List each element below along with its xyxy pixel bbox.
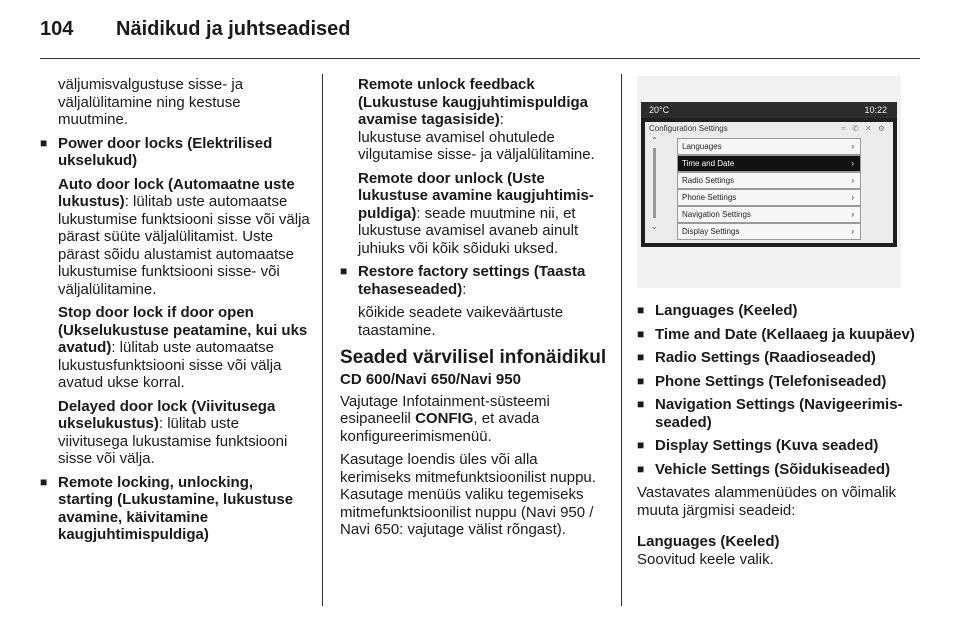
settings-item-languages: [677, 138, 861, 155]
text-stop-door-lock: : lülitab uste automaatse lukustusfunktsiooni sisse või välja avatud ukse korral.: [58, 339, 282, 391]
config-panel-title: Configuration Settings: [649, 124, 728, 133]
paragraph-scroll: Kasutage loendis üles või alla kerimiseks mitmefunktsioonilist nuppu. Kasutage menüüs valiku tegemiseks mitmefunktsioonilist nuppu (Navi 950 / Navi 650: vajutage välist rõngast).: [340, 451, 596, 538]
term-stop-door-lock: Stop door lock if door open (Ukselukustuse peatamine, kui uks avatud): [58, 304, 308, 356]
term-auto-door-lock: Auto door lock (Automaatne uste lukustus): [58, 175, 295, 210]
term-remote-unlock-feedback: Remote unlock feedback (Lukustuse kaugjuhtimispuldiga avamise tagasiside): [358, 76, 589, 128]
column-3: [637, 302, 919, 574]
colon: :: [462, 280, 467, 298]
bullet-languages: ■ Languages (Keeled): [637, 302, 919, 320]
section-subheading: CD 600/Navi 650/Navi 950: [340, 371, 521, 388]
page-title: Näidikud ja juhtseadised: [116, 18, 351, 40]
paragraph-config: [340, 393, 608, 446]
column-1: [40, 76, 310, 550]
chevron-right-icon: ›: [851, 159, 854, 168]
term-delayed-door-lock: Delayed door lock (Viivitusega ukselukustus): [58, 397, 276, 432]
scroll-up-icon: ⌃: [651, 136, 658, 145]
chevron-right-icon: ›: [851, 210, 854, 219]
text-auto-door-lock: : lülitab uste automaatse lukustumise funktsiooni sisse või välja pärast süüte väljalülitamist. Uste pärast sõidu alustamist automaatse lukustumise funktsiooni sisse- või väljalülitamine.: [58, 193, 310, 298]
term-restore-factory: Restore factory settings (Taasta tehaseseaded): [358, 263, 586, 298]
term-languages: Languages (Keeled): [637, 533, 780, 550]
paragraph-continued: väljumisvalgustuse sisse- ja väljalülitamine ning kestuse muutmine.: [58, 76, 244, 128]
column-divider-2: [621, 74, 622, 606]
bullet-time-and-date: ■ Time and Date (Kellaaeg ja kuupäev): [637, 326, 919, 344]
settings-item-label: Time and Date: [682, 159, 735, 168]
column-2: [340, 76, 608, 545]
page-number: 104: [40, 18, 74, 40]
header-divider: [40, 58, 920, 59]
bullet-remote-locking: ■ Remote locking, unlocking, starting (Lukustamine, lukustuse avamine, käivitamine kaugjuhtimispuldiga): [40, 474, 310, 544]
settings-item-label: Radio Settings: [682, 176, 735, 185]
bullet-power-door-locks: ■ Power door locks (Elektrilised ukselukud): [40, 135, 310, 170]
bullet-restore-factory: [340, 263, 608, 298]
paragraph-delayed-door-lock: [40, 398, 310, 468]
settings-item-label: Display Settings: [682, 227, 740, 236]
chevron-right-icon: ›: [851, 142, 854, 151]
paragraph-stop-door-lock: [40, 304, 310, 392]
settings-item-phone: [677, 189, 861, 206]
chevron-right-icon: ›: [851, 176, 854, 185]
bullet-radio-settings: ■ Radio Settings (Raadioseaded): [637, 349, 919, 367]
settings-item-label: Navigation Settings: [682, 210, 751, 219]
bullet-phone-settings: ■ Phone Settings (Telefoniseaded): [637, 373, 919, 391]
paragraph-remote-unlock-feedback: [340, 76, 608, 164]
chevron-right-icon: ›: [851, 227, 854, 236]
term-remote-door-unlock: Remote door unlock (Uste lukustuse avamine kaugjuhtimis- puldiga): [358, 169, 594, 222]
status-icons: ≈ ✆ ✕ ⚙: [841, 124, 887, 133]
display-screen: [641, 102, 897, 247]
settings-item-time-and-date: [677, 155, 861, 172]
scroll-down-icon: ⌄: [651, 222, 658, 231]
paragraph-auto-door-lock: [40, 176, 310, 299]
settings-item-label: Languages: [682, 142, 722, 151]
text-languages: Soovitud keele valik.: [637, 550, 774, 568]
text-config-a: Vajutage Infotainment-süsteemi esipaneelil: [340, 392, 550, 427]
text-remote-door-unlock: : seade muutmine nii, et lukustuse avamisel avaneb ainult juhiuks või kõik sõiduki uksed.: [358, 204, 579, 257]
settings-item-display: [677, 223, 861, 240]
settings-item-label: Phone Settings: [682, 193, 737, 202]
text-remote-unlock-feedback: lukustuse avamisel ohutulede vilgutamise sisse- ja väljalülitamine.: [358, 128, 595, 163]
column-divider-1: [322, 74, 323, 606]
bullet-display-settings: ■ Display Settings (Kuva seaded): [637, 437, 919, 455]
clock: 10:22: [864, 105, 887, 115]
infotainment-screenshot: [637, 76, 901, 288]
settings-list: [677, 138, 861, 240]
settings-item-radio: [677, 172, 861, 189]
colon: :: [499, 111, 504, 128]
scrollbar: [653, 148, 656, 218]
text-config-c: , et avada konfigureerimismenüü.: [340, 410, 540, 445]
temperature: 20°C: [649, 105, 670, 115]
settings-item-navigation: [677, 206, 861, 223]
bullet-vehicle-settings: ■ Vehicle Settings (Sõidukiseaded): [637, 461, 919, 479]
term-config: CONFIG: [415, 410, 474, 427]
chevron-right-icon: ›: [851, 193, 854, 202]
bullet-navigation-settings: ■ Navigation Settings (Navigeerimis- seaded): [637, 396, 919, 431]
paragraph-remote-door-unlock: [340, 170, 608, 258]
page-header: [40, 18, 351, 41]
text-delayed-door-lock: : lülitab uste viivitusega lukustamise funktsiooni sisse või välja.: [58, 415, 288, 467]
config-panel: [645, 122, 893, 243]
text-restore-factory: kõikide seadete vaikeväärtuste taastamine.: [358, 304, 564, 339]
paragraph-submenus: Vastavates alammenüüdes on võimalik muuta järgmisi seadeid:: [637, 484, 897, 519]
section-heading: Seaded värvilisel infonäidikul: [340, 347, 607, 368]
status-bar: [641, 102, 897, 118]
